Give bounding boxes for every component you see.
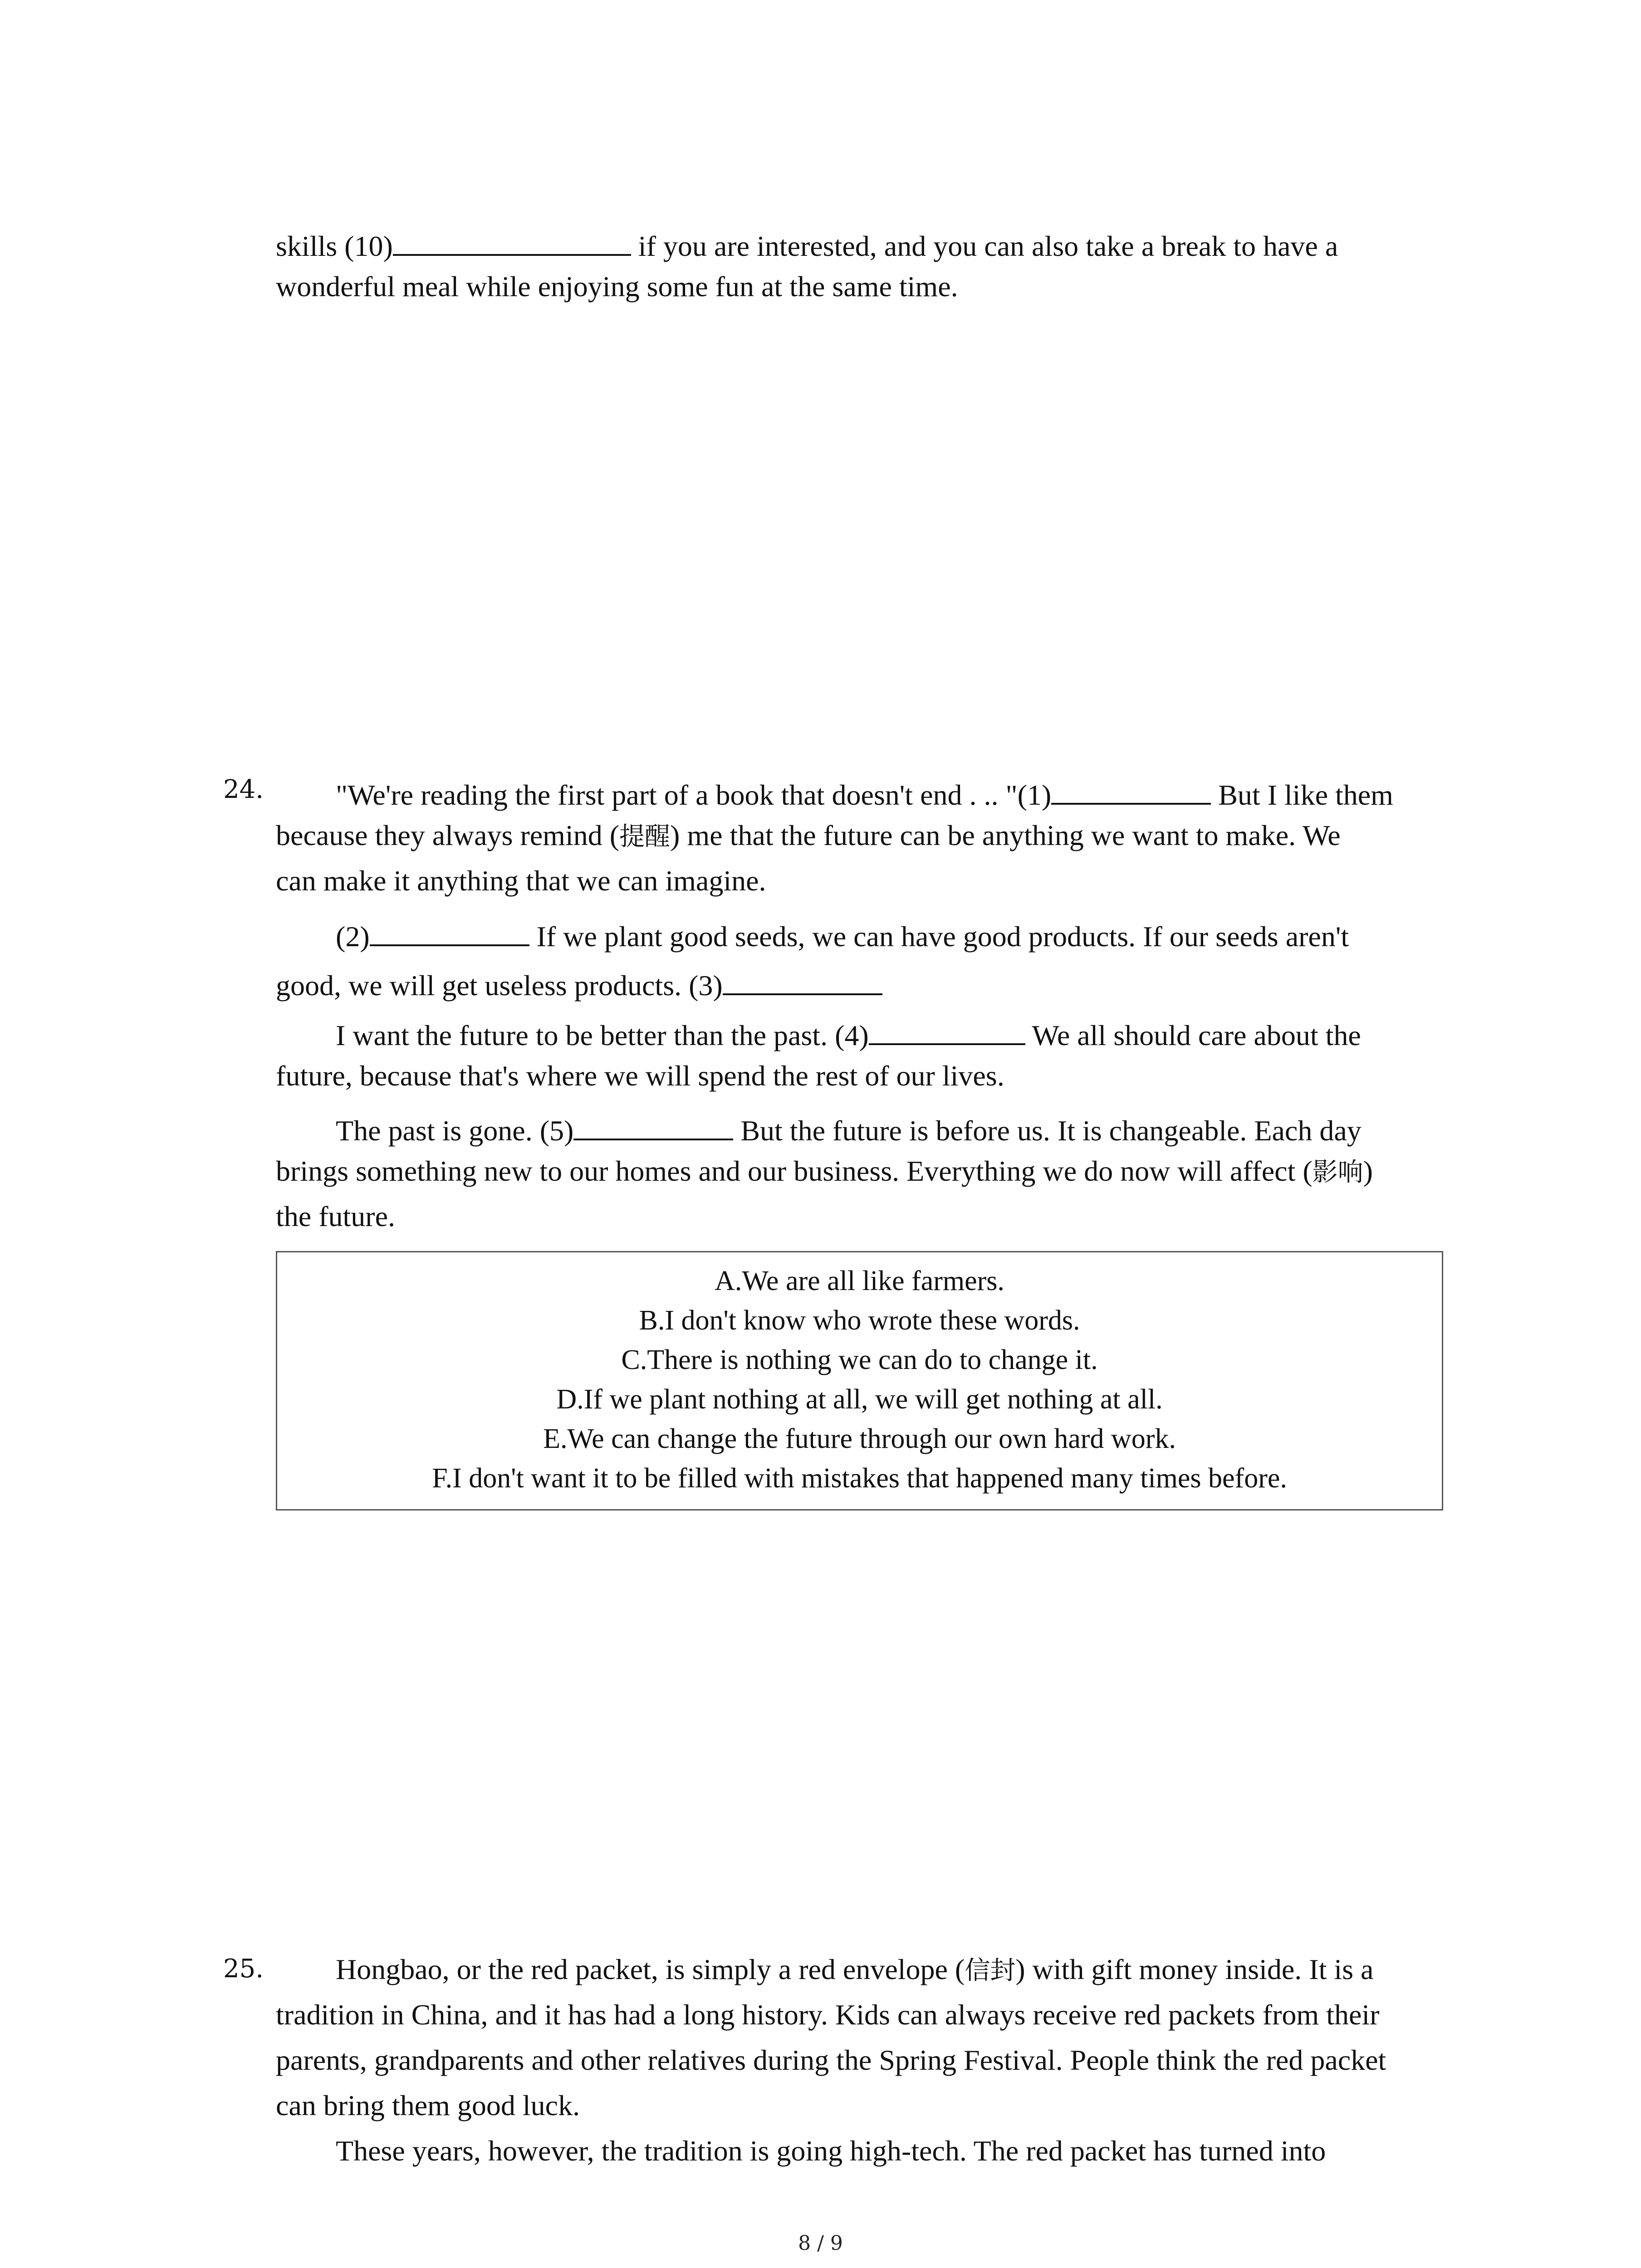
text-line: These years, however, the tradition is going high-tech. The red packet has turned into xyxy=(336,2135,1326,2167)
text-line xyxy=(276,821,1341,850)
answer-blank-5[interactable] xyxy=(573,1111,733,1140)
option-a: A.We are all like farmers. xyxy=(715,1266,1004,1296)
option-c: C.There is nothing we can do to change it. xyxy=(621,1344,1098,1375)
page-number: 8 / 9 xyxy=(798,2232,843,2255)
text-span: I want the future to be better than the past. (4) xyxy=(336,1019,869,1051)
text-span: skills (10) xyxy=(276,230,393,262)
option-f: F.I don't want it to be filled with mistakes that happened many times before. xyxy=(432,1463,1287,1494)
text-line xyxy=(336,1955,1373,1984)
option-e: E.We can change the future through our own hard work. xyxy=(543,1423,1176,1454)
answer-blank-3[interactable] xyxy=(723,966,882,995)
text-span: ) me that the future can be anything we want to make. We xyxy=(670,819,1341,851)
text-span: ) with gift money inside. It is a xyxy=(1015,1953,1374,1985)
chinese-gloss: 信封 xyxy=(965,1956,1016,1985)
answer-blank-10[interactable] xyxy=(393,227,631,256)
text-line: can bring them good luck. xyxy=(276,2089,580,2121)
text-span: But the future is before us. It is changeable. Each day xyxy=(733,1114,1362,1147)
text-line xyxy=(276,1157,1373,1186)
option-d: D.If we plant nothing at all, we will get nothing at all. xyxy=(556,1384,1163,1415)
text-line: parents, grandparents and other relatives during the Spring Festival. People think the red packet xyxy=(276,2044,1386,2076)
text-line: tradition in China, and it has had a long history. Kids can always receive red packets from their xyxy=(276,1999,1380,2031)
text-span: "We're reading the first part of a book that doesn't end . .. "(1) xyxy=(336,779,1052,811)
text-line: the future. xyxy=(276,1200,395,1232)
question-number-25: 25. xyxy=(223,1954,264,1984)
text-line xyxy=(276,966,882,1000)
options-box xyxy=(276,1251,1443,1510)
text-line: future, because that's where we will spend the rest of our lives. xyxy=(276,1060,1004,1092)
answer-blank-4[interactable] xyxy=(869,1016,1025,1045)
answer-blank-2[interactable] xyxy=(370,917,529,946)
text-line xyxy=(336,776,1393,810)
text-span: We all should care about the xyxy=(1025,1019,1361,1051)
answer-blank-1[interactable] xyxy=(1051,776,1211,805)
text-span: (2) xyxy=(336,920,370,953)
text-span: If we plant good seeds, we can have good products. If our seeds aren't xyxy=(529,920,1349,953)
text-span: The past is gone. (5) xyxy=(336,1114,574,1147)
text-span: But I like them xyxy=(1211,779,1393,811)
text-span: good, we will get useless products. (3) xyxy=(276,969,723,1002)
text-line: can make it anything that we can imagine. xyxy=(276,865,766,897)
question-number-24: 24. xyxy=(223,775,264,804)
text-span: ) xyxy=(1363,1155,1373,1187)
text-line xyxy=(336,1111,1362,1145)
text-span: brings something new to our homes and our business. Everything we do now will affect ( xyxy=(276,1155,1313,1187)
chinese-gloss: 影响 xyxy=(1312,1158,1363,1187)
text-line: wonderful meal while enjoying some fun at the same time. xyxy=(276,270,958,303)
text-span: because they always remind ( xyxy=(276,819,620,851)
text-span: if you are interested, and you can also take a break to have a xyxy=(631,230,1338,262)
text-span: Hongbao, or the red packet, is simply a red envelope ( xyxy=(336,1953,965,1985)
text-line xyxy=(336,917,1349,951)
text-line xyxy=(336,1016,1361,1050)
option-b: B.I don't know who wrote these words. xyxy=(639,1305,1080,1336)
chinese-gloss: 提醒 xyxy=(619,822,671,851)
text-line xyxy=(276,227,1338,261)
